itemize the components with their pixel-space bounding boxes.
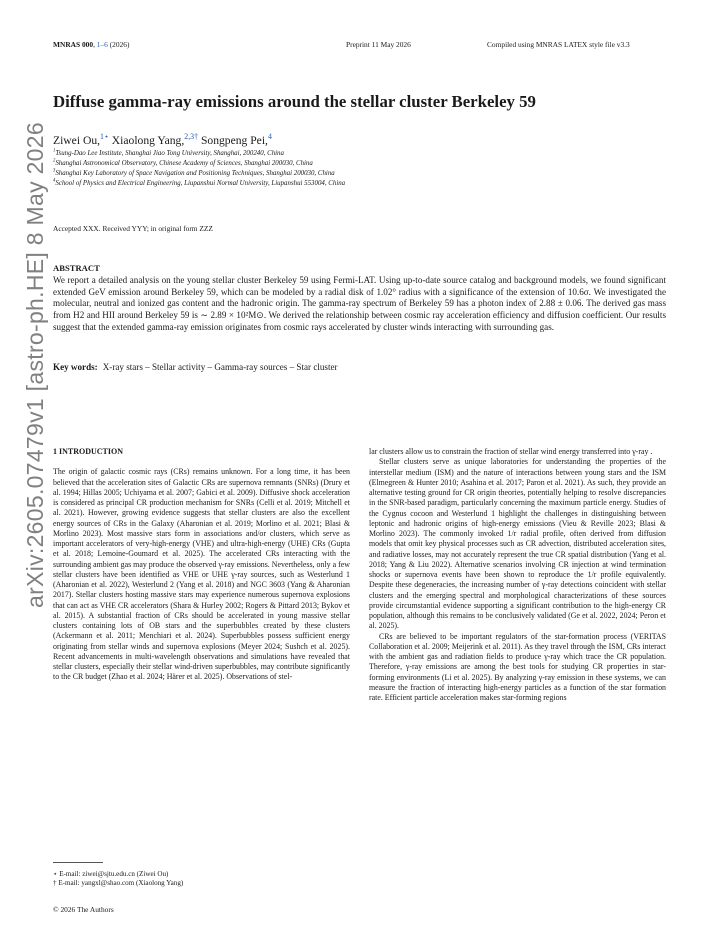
affiliation: $^2$Shanghai Astronomical Observatory, Chinese Academy of Sciences, Shanghai 200030, China [53,158,313,167]
author-name: Songpeng Pei, [198,134,268,147]
author-list [53,134,272,147]
section-heading: 1 INTRODUCTION [53,447,124,456]
author-marks: 1⋆ [100,132,109,142]
left-column [53,447,350,683]
abstract-text: We report a detailed analysis on the young stellar cluster Berkeley 59 using Fermi-LAT. Using up-to-date source catalog and background models, we found significant extended GeV emission around Berkeley 59, which can be modeled by a radial disk of 1.02° radius with a significance of the extension of 10.6σ. We investigated the molecular, neutral and ionized gas content and the hadronic origin. The gamma-ray spectrum of Berkeley 59 has a photon index of 2.88 ± 0.06. The derived gas mass from H2 and HII around Berkeley 59 is ∼ 2.89 × 10²M⊙. We derived the relationship between cosmic ray acceleration efficiency and diffusion coefficient. Our results suggest that the extended gamma-ray emission originates from cosmic rays accelerated by cluster winds interacting with surrounding gas. [53,275,666,332]
author-marks: 2,3† [184,132,199,142]
footnote-email: † E-mail: yangxl@shao.com (Xiaolong Yang) [53,879,184,887]
keywords-text: X-ray stars – Stellar activity – Gamma-ray sources – Star cluster [102,362,338,372]
keywords-line [53,362,338,372]
copyright: © 2026 The Authors [53,905,114,914]
journal-header: MNRAS 000, 1–6 (2026) [53,40,130,49]
author-name: Xiaolong Yang, [108,134,185,147]
page-range-link[interactable]: 1–6 [96,40,108,49]
journal-name: MNRAS [53,40,81,49]
intro-paragraph: The origin of galactic cosmic rays (CRs) remains unknown. For a long time, it has been believed that the acceleration sites of Galactic CRs are supernova remnants (SNRs) (Drury et al. 1994; Hillas 2005; Uchiyama et al. 2007; Gabici et al. 2009). Diffusive shock acceleration is considered as principal CR production mechanism for SNRs (Celli et al. 2019; Mitchell et al. 2021). However, growing evidence suggests that stellar clusters are also the excellent energy sources of CRs in the Galaxy (Aharonian et al. 2019; Morlino et al. 2021; Blasi & Morlino 2023). Most massive stars form in associations and/or clusters, which serve as important accelerators of very-high-energy (VHE) and ultra-high-energy (UHE) CRs (Gupta et al. 2018; Lemoine-Goumard et al. 2025). The accelerated CRs interacting with the surrounding ambient gas may produce the observed γ-ray emissions. Nevertheless, only a few stellar clusters have been identified as VHE or UHE γ-ray sources, such as Westerlund 1 (Aharonian et al. 2022), Westerlund 2 (Yang et al. 2018) and NGC 3603 (Yang & Aharonian 2017). Stellar clusters hosting massive stars may experience numerous supernova explosions that can act as VHE CR accelerators (Shara & Hurley 2002; Rogers & Pittard 2013; Bykov et al. 2015). A substantial fraction of CRs should be accelerated in young massive stellar clusters containing lots of OB stars and the superbubbles created by these clusters (Ackermann et al. 2011; Menchiari et al. 2024). Superbubbles possess sufficient energy originating from stellar winds and supernova explosions (Meyer 2024; Sushch et al. 2025). Recent advancements in multi-wavelength observations and simulations have revealed that stellar clusters, especially their stellar wind-driven superbubbles, may contribute significantly to the CR budget (Zhao et al. 2024; Härer et al. 2025). Observations of stel- [53,467,350,682]
abstract-heading: ABSTRACT [53,263,100,273]
footnote-rule [53,862,103,863]
keywords-label: Key words: [53,362,98,372]
paper-title: Diffuse gamma-ray emissions around the stellar cluster Berkeley 59 [53,92,536,111]
right-column [369,447,666,703]
author-marks: 4 [267,132,272,142]
affiliation: $^1$Tsung-Dao Lee Institute, Shanghai Jiao Tong University, Shanghai, 200240, China [53,148,284,157]
journal-volume: 000 [81,40,94,49]
intro-paragraph: CRs are believed to be important regulators of the star-formation process (VERITAS Collaboration et al. 2009; Meijerink et al. 2011). As they travel through the ISM, CRs interact with the ambient gas and radiation fields to produce γ-ray which trace the CR population. Therefore, γ-ray emissions are among the best tools for studying CR properties in star-forming environments (Li et al. 2025). By analyzing γ-ray emission in these systems, we can measure the fraction of interacting high-energy particles as a function of the star formation rate. Efficient particle acceleration makes star-forming regions [369,631,666,702]
affiliation: $^3$Shanghai Key Laboratory of Space Navigation and Positioning Techniques, Shanghai 200030, China [53,168,335,177]
journal-year: (2026) [109,40,130,49]
intro-paragraph: Stellar clusters serve as unique laboratories for understanding the properties of the interstellar medium (ISM) and the nature of interactions between young stars and the ISM (Elmegreen & Hunter 2010; Asahina et al. 2017; Paron et al. 2021). As such, they provide an alternative testing ground for CR origin theories, potentially helping to resolve discrepancies in the SNR-based paradigm, particularly concerning the maximum particle energy. Studies of the Cygnus cocoon and Westerlund 1 highlight the challenges in distinguishing between leptonic and hadronic origins of high-energy emissions (Vieu & Reville 2023; Blasi & Morlino 2023). The commonly invoked 1/r radial profile, often derived from diffusion models that omit key physical processes such as CR advection, distributed acceleration sites, and radiative losses, may not accurately represent the true CR spatial distribution (Yang et al. 2018; Yang & Liu 2022). Alternative scenarios involving CR injection at wind termination shocks or supernova events have been shown to reproduce the 1/r profile equivalently. Despite these degeneracies, the increasing number of γ-ray detections coincident with stellar clusters and the emerging spectral and morphological characterizations of these sources provide circumstantial evidence supporting a significant contribution to the high-energy CR population, although this remains to be conclusively validated (Ge et al. 2022, 2024; Peron et al. 2025). [369,457,666,631]
footnote-email: ⋆ E-mail: ziwei@sjtu.edu.cn (Ziwei Ou) [53,870,169,878]
accepted-line: Accepted XXX. Received YYY; in original form ZZZ [53,224,213,233]
preprint-date: Preprint 11 May 2026 [346,40,411,49]
author-name: Ziwei Ou, [53,134,101,147]
arxiv-stamp: arXiv:2605.07479v1 [astro-ph.HE] 8 May 2026 [22,122,48,608]
affiliation: $^4$School of Physics and Electrical Engineering, Liupanshui Normal University, Liupanshui 553004, China [53,178,346,187]
intro-paragraph-continued: lar clusters allow us to constrain the fraction of stellar wind energy transferred into γ-ray . [369,447,653,456]
compile-note: Compiled using MNRAS LATEX style file v3.3 [487,40,630,49]
